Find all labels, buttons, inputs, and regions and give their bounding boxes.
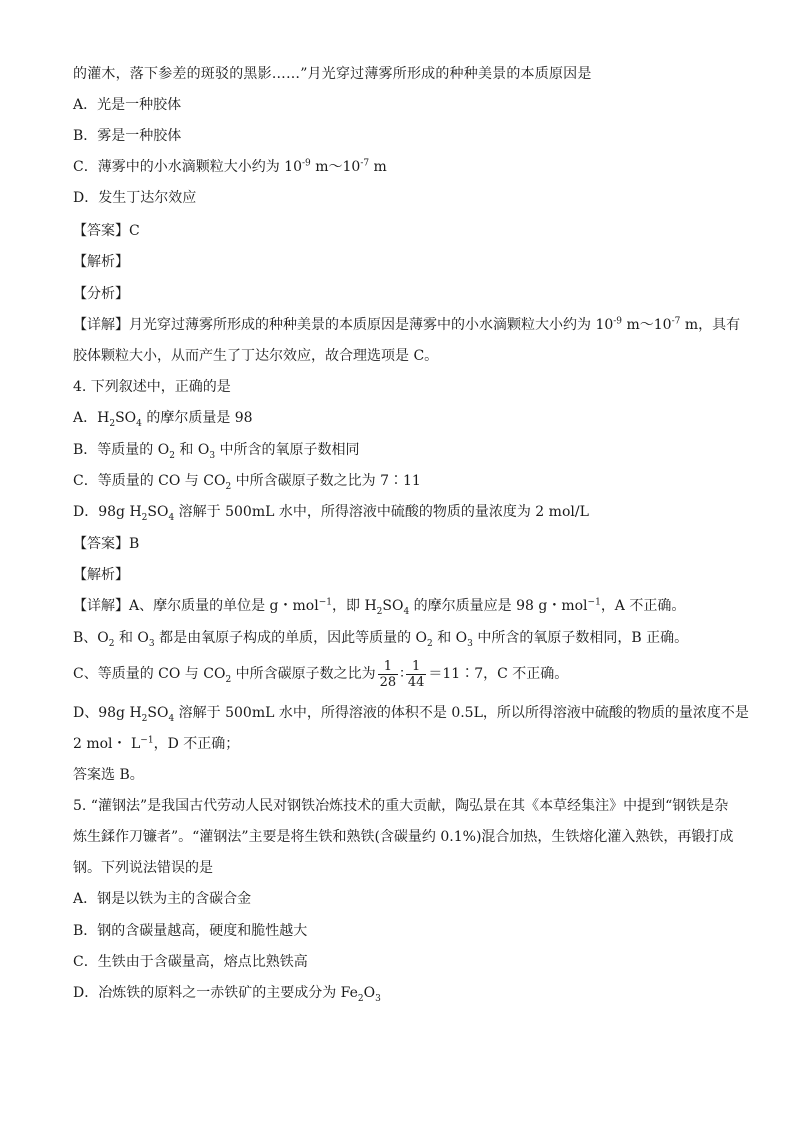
- text-run: 【解析】: [73, 254, 129, 270]
- text-run: 2: [357, 993, 364, 1004]
- fraction-1-44: [406, 659, 427, 690]
- q3-detail-line1: [73, 315, 740, 335]
- text-run: SO: [147, 504, 169, 520]
- text-run: -7: [360, 158, 370, 169]
- text-run: D．发生丁达尔效应: [73, 190, 197, 206]
- text-run: 溶解于 500mL 水中，所得溶液中硫酸的物质的量浓度为 2 mol/L: [174, 504, 589, 520]
- fraction-1-28: [378, 659, 399, 690]
- q3-stem-tail: [73, 64, 592, 84]
- text-run: 中所含碳原子数之比为: [231, 666, 376, 682]
- text-run: ，D 不正确；: [153, 736, 240, 752]
- text-run: 和 O: [432, 630, 468, 646]
- text-run: ，即 H: [332, 598, 377, 614]
- text-run: 胶体颗粒大小，从而产生了丁达尔效应，故合理选项是 C。: [73, 348, 439, 364]
- text-run: ＝11∶7，C 不正确。: [428, 666, 569, 682]
- text-run: 4: [168, 713, 175, 724]
- q3-option-c: [73, 157, 387, 177]
- text-run: A．钢是以铁为主的含碳合金: [73, 891, 252, 907]
- text-run: D、98g H: [73, 705, 142, 721]
- q4-option-d: [73, 502, 589, 522]
- text-run: 的灌木，落下参差的斑驳的黑影……”月光穿过薄雾所形成的种种美景的本质原因是: [73, 66, 592, 82]
- q5-option-a: [73, 889, 251, 909]
- text-run: 答案选 B。: [73, 767, 144, 783]
- text-run: −1: [140, 735, 154, 746]
- q3-option-a: [73, 95, 181, 115]
- text-run: 【详解】月光穿过薄雾所形成的种种美景的本质原因是薄雾中的小水滴颗粒大小约为 10: [73, 317, 614, 333]
- text-run: 中所含的氧原子数相同: [215, 442, 360, 458]
- text-run: 3: [209, 450, 216, 461]
- text-run: 【详解】A、摩尔质量的单位是 g・mol: [73, 598, 319, 614]
- text-run: 【答案】B: [73, 536, 140, 552]
- text-run: 的摩尔质量应是 98 g・mol: [409, 598, 588, 614]
- text-run: 4: [168, 512, 175, 523]
- text-run: m: [369, 159, 387, 175]
- q4-explain-c: [73, 658, 568, 690]
- text-run: C．生铁由于含碳量高，熔点比熟铁高: [73, 954, 308, 970]
- text-run: 3: [375, 993, 381, 1004]
- text-run: C．等质量的 CO 与 CO: [73, 473, 226, 489]
- text-run: 2: [225, 674, 232, 685]
- text-run: SO: [115, 410, 137, 426]
- text-run: −1: [318, 597, 332, 608]
- text-run: C．薄雾中的小水滴颗粒大小约为 10: [73, 159, 302, 175]
- text-run: 2: [109, 418, 116, 429]
- text-run: 中所含碳原子数之比为 7∶11: [231, 473, 421, 489]
- text-run: B、O: [73, 630, 109, 646]
- text-run: B．钢的含碳量越高，硬度和脆性越大: [73, 923, 308, 939]
- q3-answer: [73, 221, 140, 241]
- q4-option-c: [73, 471, 421, 491]
- text-run: m～10: [622, 317, 672, 333]
- q5-stem-line3: [73, 858, 213, 878]
- text-run: 4: [136, 418, 142, 429]
- text-run: 【分析】: [73, 286, 129, 302]
- text-run: 溶解于 500mL 水中，所得溶液的体积不是 0.5L，所以所得溶液中硫酸的物质的量浓度不是: [174, 705, 749, 721]
- text-run: 28: [379, 674, 397, 690]
- q4-analysis-label: [73, 565, 129, 585]
- text-run: B．等质量的 O: [73, 442, 170, 458]
- text-run: 钢。下列说法错误的是: [73, 860, 213, 876]
- text-run: -9: [301, 158, 311, 169]
- text-run: 炼生鍒作刀镰者”。“灌钢法”主要是将生铁和熟铁(含碳量约 0.1%)混合加热，生铁熔化灌入熟铁，再锻打成: [73, 829, 734, 845]
- q3-option-d: [73, 188, 196, 208]
- text-run: 2: [427, 638, 433, 649]
- q4-option-b: [73, 440, 360, 460]
- q4-explain-d-cont: [73, 734, 239, 754]
- text-run: A．H: [73, 410, 110, 426]
- text-run: 5. “灌钢法”是我国古代劳动人民对钢铁冶炼技术的重大贡献，陶弘景在其《本草经集注》中提到“钢铁是杂: [73, 798, 729, 814]
- text-run: SO: [382, 598, 404, 614]
- text-run: 3: [467, 638, 473, 649]
- q5-stem-line2: [73, 827, 733, 847]
- text-run: 都是由氧原子构成的单质，因此等质量的 O: [154, 630, 428, 646]
- text-run: 4. 下列叙述中，正确的是: [73, 379, 231, 395]
- text-run: m，具有: [680, 317, 741, 333]
- text-run: −1: [587, 597, 601, 608]
- text-run: -7: [671, 316, 681, 327]
- text-run: D．98g H: [73, 504, 142, 520]
- q4-option-a: [73, 408, 253, 428]
- text-run: 【答案】C: [73, 223, 140, 239]
- text-run: 2 mol・ L: [73, 736, 141, 752]
- text-run: 2: [141, 512, 148, 523]
- text-run: O: [363, 985, 376, 1001]
- q4-final-answer: [73, 765, 144, 785]
- q5-option-b: [73, 921, 307, 941]
- q4-explain-a: [73, 596, 685, 616]
- q3-fenxi-label: [73, 284, 129, 304]
- text-run: 2: [225, 481, 232, 492]
- q3-analysis-label: [73, 252, 129, 272]
- text-run: 的摩尔质量是 98: [141, 410, 253, 426]
- q4-explain-b: [73, 628, 688, 648]
- text-run: 2: [108, 638, 115, 649]
- text-run: ∶: [400, 666, 404, 682]
- text-run: SO: [147, 705, 169, 721]
- q5-option-c: [73, 952, 308, 972]
- text-run: 2: [141, 713, 148, 724]
- text-run: m～10: [310, 159, 361, 175]
- text-run: 和 O: [114, 630, 149, 646]
- q5-stem-line1: [73, 796, 728, 816]
- text-run: 2: [169, 450, 175, 461]
- text-run: 中所含的氧原子数相同，B 正确。: [472, 630, 689, 646]
- q4-stem: [73, 377, 231, 397]
- text-run: 和 O: [174, 442, 210, 458]
- q3-option-b: [73, 126, 181, 146]
- q5-option-d: [73, 983, 381, 1003]
- text-run: A．光是一种胶体: [73, 97, 182, 113]
- q3-detail-line2: [73, 346, 438, 366]
- q4-explain-d: [73, 703, 749, 723]
- text-run: 【解析】: [73, 567, 129, 583]
- text-run: D．冶炼铁的原料之一赤铁矿的主要成分为 Fe: [73, 985, 358, 1001]
- text-run: 3: [148, 638, 155, 649]
- text-run: ，A 不正确。: [600, 598, 686, 614]
- text-run: B．雾是一种胶体: [73, 128, 182, 144]
- q4-answer: [73, 534, 139, 554]
- text-run: 2: [376, 606, 383, 617]
- text-run: 1: [406, 659, 427, 675]
- text-run: 44: [407, 674, 425, 690]
- text-run: 1: [378, 659, 399, 675]
- text-run: 4: [403, 606, 410, 617]
- text-run: C、等质量的 CO 与 CO: [73, 666, 226, 682]
- text-run: -9: [613, 316, 623, 327]
